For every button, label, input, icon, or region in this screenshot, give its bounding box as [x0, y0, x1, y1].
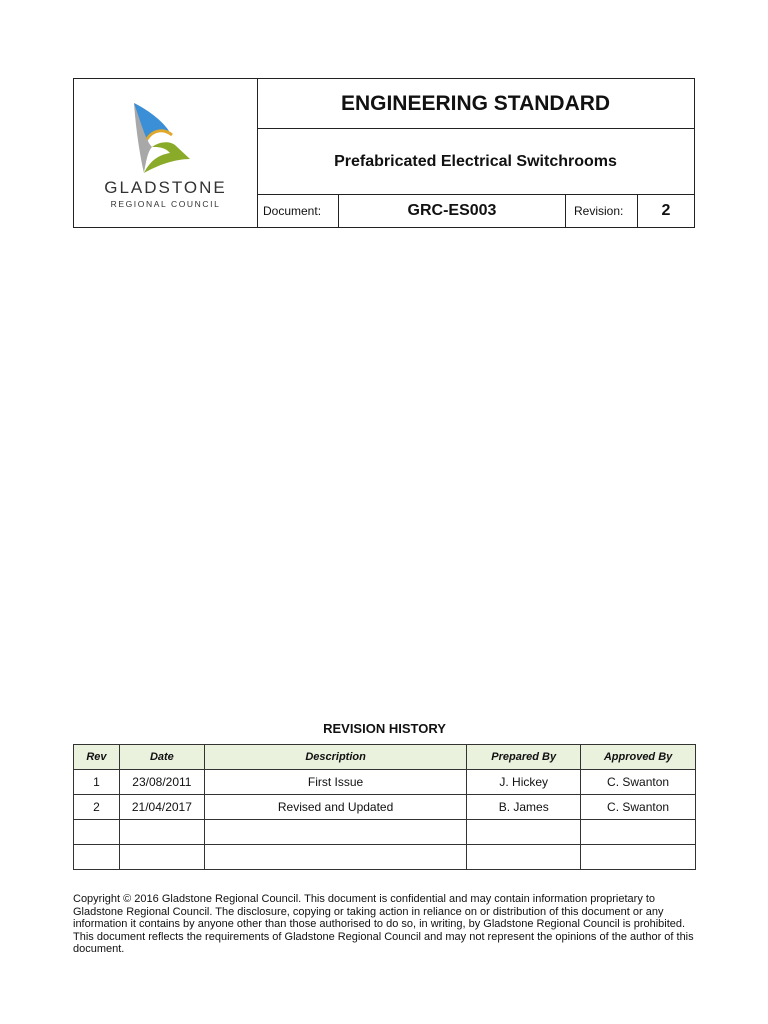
- table-cell: J. Hickey: [467, 770, 581, 795]
- document-title: ENGINEERING STANDARD: [257, 79, 694, 129]
- revision-history-title: REVISION HISTORY: [323, 721, 446, 736]
- table-row: [74, 845, 696, 870]
- table-cell: 23/08/2011: [119, 770, 204, 795]
- table-row: [74, 820, 696, 845]
- column-header: Rev: [74, 745, 120, 770]
- logo-subname: REGIONAL COUNCIL: [110, 199, 221, 209]
- table-cell: C. Swanton: [581, 770, 696, 795]
- table-cell: [204, 820, 466, 845]
- table-cell: [467, 845, 581, 870]
- table-header-row: [74, 745, 696, 770]
- table-cell: 1: [74, 770, 120, 795]
- column-header: Description: [204, 745, 466, 770]
- table-cell: B. James: [467, 795, 581, 820]
- logo-sail-icon: [130, 101, 200, 176]
- table-row: [74, 770, 696, 795]
- table-cell: [467, 820, 581, 845]
- column-header: Approved By: [581, 745, 696, 770]
- document-subtitle: Prefabricated Electrical Switchrooms: [257, 129, 694, 195]
- table-cell: [119, 845, 204, 870]
- table-cell: [204, 845, 466, 870]
- table-cell: [119, 820, 204, 845]
- document-number: GRC-ES003: [339, 195, 566, 227]
- column-header: Date: [119, 745, 204, 770]
- table-row: [74, 795, 696, 820]
- revision-number: 2: [661, 202, 671, 219]
- table-cell: 2: [74, 795, 120, 820]
- table-cell: [581, 820, 696, 845]
- table-cell: 21/04/2017: [119, 795, 204, 820]
- logo-name: GLADSTONE: [104, 178, 227, 197]
- revision-history-table: [73, 744, 696, 870]
- council-logo: [74, 79, 258, 227]
- table-cell: C. Swanton: [581, 795, 696, 820]
- table-cell: [581, 845, 696, 870]
- table-cell: [74, 820, 120, 845]
- header-block: [73, 78, 695, 228]
- document-label: Document:: [257, 195, 339, 227]
- table-cell: [74, 845, 120, 870]
- table-cell: First Issue: [204, 770, 466, 795]
- copyright-notice: Copyright © 2016 Gladstone Regional Council. This document is confidential and may contain information proprietary to Gladstone Regional Council. The disclosure, copying or taking action in reliance on or distribution of this document or any information it contains by anyone other than those authorised to do so, in writing, by Gladstone Regional Council is prohibited. This document reflects the requirements of Gladstone Regional Council and may not represent the opinions of the author of this document.: [73, 893, 694, 956]
- revision-label: Revision:: [566, 195, 638, 227]
- table-cell: Revised and Updated: [204, 795, 466, 820]
- column-header: Prepared By: [467, 745, 581, 770]
